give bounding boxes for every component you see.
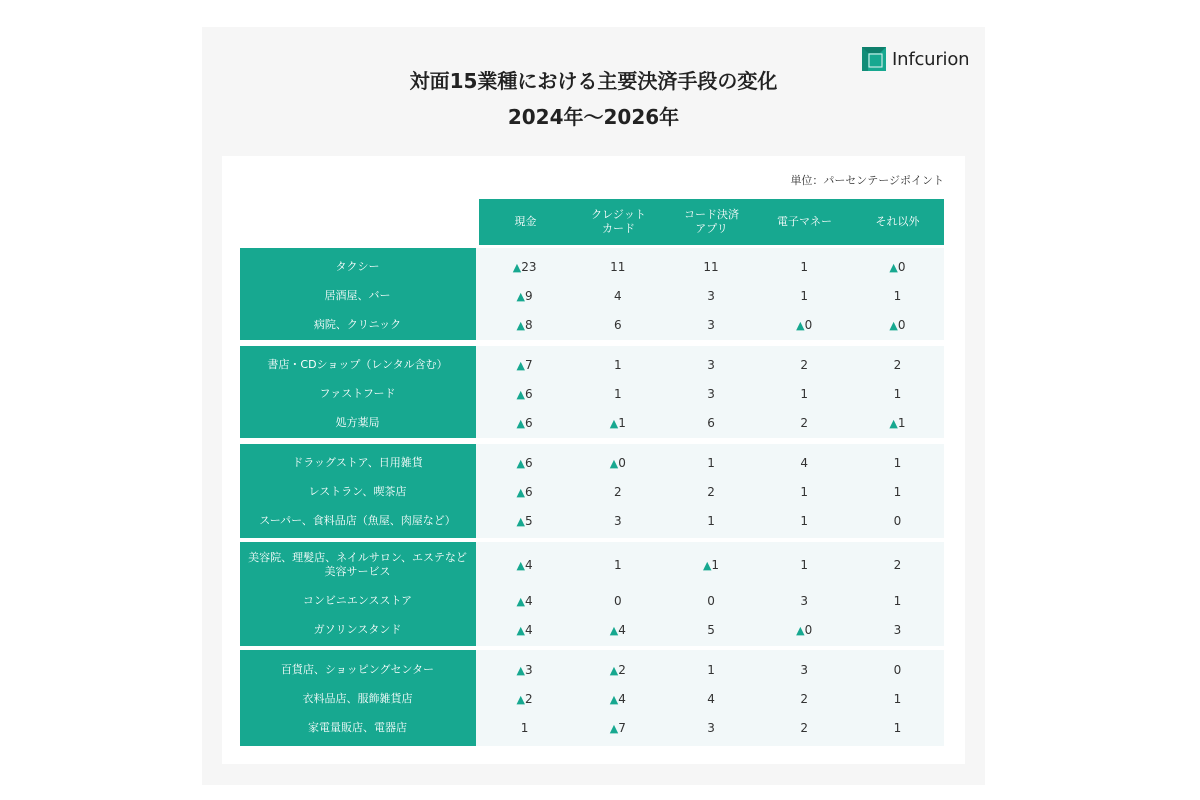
table-row: [240, 413, 944, 433]
decrease-triangle-icon: ▲: [796, 319, 805, 332]
table-cell: 1: [893, 485, 902, 499]
decrease-triangle-icon: ▲: [609, 624, 619, 637]
table-row: [240, 718, 944, 738]
table-cell: ▲23: [512, 260, 537, 274]
table-row: [240, 511, 944, 531]
row-label: レストラン、喫茶店: [308, 485, 407, 498]
table-row: [240, 620, 944, 640]
decrease-triangle-icon: ▲: [516, 388, 526, 401]
table-cell: 4: [613, 289, 622, 303]
table-cell: ▲8: [516, 318, 533, 332]
table-cell: 2: [613, 485, 622, 499]
table-cell: 1: [893, 594, 902, 608]
table-cell: 0: [707, 594, 715, 608]
table-cell: ▲4: [516, 623, 533, 637]
table-cell: 1: [893, 289, 902, 303]
table-cell: ▲6: [516, 416, 533, 430]
table-row: [240, 384, 944, 404]
row-label: 処方薬局: [335, 416, 380, 429]
table-cell: ▲3: [516, 663, 533, 677]
page-title: 対面15業種における主要決済手段の変化: [409, 69, 778, 93]
table-cell: 1: [613, 387, 622, 401]
table-row: [240, 453, 944, 473]
table-cell: 1: [893, 692, 902, 706]
table-row: [240, 660, 944, 680]
decrease-triangle-icon: ▲: [516, 359, 526, 372]
table-cell: 3: [893, 623, 902, 637]
decrease-triangle-icon: ▲: [609, 664, 619, 677]
column-header-other: それ以外: [875, 215, 920, 228]
decrease-triangle-icon: ▲: [516, 290, 526, 303]
table-cell: 11: [610, 260, 626, 274]
row-label: ファストフード: [319, 387, 396, 400]
row-label: 百貨店、ショッピングセンター: [280, 663, 435, 676]
table-cell: 4: [707, 692, 715, 706]
decrease-triangle-icon: ▲: [516, 559, 526, 572]
table-cell: 3: [707, 289, 715, 303]
table-cell: 0: [613, 594, 622, 608]
table-cell: 3: [800, 663, 809, 677]
table-cell: ▲0: [796, 623, 813, 637]
column-header-code-payment: コード決済 アプリ: [684, 208, 739, 235]
table-cell: 1: [707, 456, 715, 470]
logo-text: Infcurion: [892, 48, 970, 70]
table-cell: 1: [800, 558, 809, 572]
decrease-triangle-icon: ▲: [512, 261, 522, 274]
table-cell: ▲5: [516, 514, 533, 528]
table-cell: ▲4: [516, 594, 533, 608]
table-cell: 11: [703, 260, 719, 274]
table-cell: ▲0: [889, 318, 906, 332]
row-label: ドラッグストア、日用雑貨: [292, 456, 423, 469]
table-cell: ▲7: [516, 358, 533, 372]
table-cell: 3: [707, 721, 715, 735]
table-cell: ▲4: [609, 623, 626, 637]
column-header-cash: 現金: [514, 215, 537, 228]
table-cell: 1: [800, 485, 809, 499]
table-cell: 2: [893, 358, 902, 372]
table-cell: 2: [800, 692, 809, 706]
table-cell: 3: [707, 358, 715, 372]
table-cell: ▲9: [516, 289, 533, 303]
table-cell: 1: [800, 260, 809, 274]
decrease-triangle-icon: ▲: [609, 693, 619, 706]
table-cell: 2: [893, 558, 902, 572]
table-cell: 1: [893, 387, 902, 401]
table-cell: 4: [800, 456, 809, 470]
table-cell: 1: [800, 387, 809, 401]
table-cell: 1: [520, 721, 529, 735]
table-cell: 3: [707, 318, 715, 332]
decrease-triangle-icon: ▲: [516, 515, 526, 528]
table-cell: ▲2: [609, 663, 626, 677]
table-cell: ▲7: [609, 721, 626, 735]
table-cell: 1: [707, 663, 715, 677]
table-cell: 2: [800, 721, 809, 735]
table-cell: 3: [800, 594, 809, 608]
table-cell: ▲4: [609, 692, 626, 706]
table-row: [240, 548, 944, 582]
decrease-triangle-icon: ▲: [796, 624, 805, 637]
table-cell: 1: [800, 289, 809, 303]
row-label: 書店・CDショップ（レンタル含む）: [267, 358, 448, 371]
row-label: 衣料品店、服飾雑貨店: [302, 692, 413, 705]
table-cell: 2: [800, 416, 809, 430]
table-cell: ▲6: [516, 485, 533, 499]
table-cell: 1: [800, 514, 809, 528]
decrease-triangle-icon: ▲: [516, 457, 526, 470]
row-label: スーパー、食料品店（魚屋、肉屋など）: [259, 514, 456, 527]
table-cell: 0: [893, 663, 902, 677]
decrease-triangle-icon: ▲: [889, 319, 898, 332]
column-header-e-money: 電子マネー: [777, 215, 832, 228]
row-label: 家電量販店、電器店: [308, 721, 407, 734]
decrease-triangle-icon: ▲: [609, 457, 619, 470]
decrease-triangle-icon: ▲: [702, 559, 712, 572]
table-cell: 1: [613, 358, 622, 372]
decrease-triangle-icon: ▲: [516, 595, 526, 608]
table-cell: 1: [893, 721, 902, 735]
table-cell: ▲2: [516, 692, 533, 706]
table-cell: 5: [707, 623, 715, 637]
table-cell: 1: [613, 558, 622, 572]
row-label: 病院、クリニック: [313, 318, 402, 331]
row-label: 居酒屋、バー: [324, 289, 391, 302]
table-cell: ▲0: [609, 456, 626, 470]
decrease-triangle-icon: ▲: [516, 319, 526, 332]
row-label: ガソリンスタンド: [313, 623, 402, 636]
table-row: [240, 315, 944, 335]
decrease-triangle-icon: ▲: [516, 486, 526, 499]
row-label: タクシー: [335, 260, 380, 273]
table-row: [240, 482, 944, 502]
unit-label: 単位：パーセンテージポイント: [790, 174, 944, 187]
table-cell: ▲4: [516, 558, 533, 572]
decrease-triangle-icon: ▲: [516, 624, 526, 637]
table-cell: ▲1: [702, 558, 720, 572]
table-cell: ▲6: [516, 387, 533, 401]
table-cell: ▲0: [889, 260, 906, 274]
decrease-triangle-icon: ▲: [609, 417, 619, 430]
table-row: [240, 257, 944, 277]
row-label: 美容院、理髪店、ネイルサロン、エステなど 美容サービス: [248, 551, 467, 578]
table-row: [240, 355, 944, 375]
decrease-triangle-icon: ▲: [889, 261, 898, 274]
table-row: [240, 689, 944, 709]
table-cell: 3: [707, 387, 715, 401]
decrease-triangle-icon: ▲: [889, 417, 898, 430]
table-row: [240, 591, 944, 611]
decrease-triangle-icon: ▲: [516, 417, 526, 430]
column-header-credit-card: クレジット カード: [591, 208, 646, 235]
table-cell: ▲1: [889, 416, 906, 430]
table-cell: 0: [893, 514, 902, 528]
table-cell: ▲0: [796, 318, 813, 332]
table-cell: ▲6: [516, 456, 533, 470]
table-cell: 3: [613, 514, 622, 528]
decrease-triangle-icon: ▲: [516, 664, 526, 677]
row-label: コンビニエンスストア: [302, 594, 413, 607]
table-cell: 1: [707, 514, 715, 528]
table-row: [240, 286, 944, 306]
page-subtitle: 2024年〜2026年: [507, 105, 680, 129]
table-cell: 6: [707, 416, 715, 430]
decrease-triangle-icon: ▲: [609, 722, 619, 735]
table-header: [479, 199, 944, 245]
table-cell: ▲1: [609, 416, 626, 430]
table-cell: 1: [893, 456, 902, 470]
decrease-triangle-icon: ▲: [516, 693, 526, 706]
table-cell: 6: [613, 318, 622, 332]
table-cell: 2: [800, 358, 809, 372]
table-cell: 2: [707, 485, 715, 499]
